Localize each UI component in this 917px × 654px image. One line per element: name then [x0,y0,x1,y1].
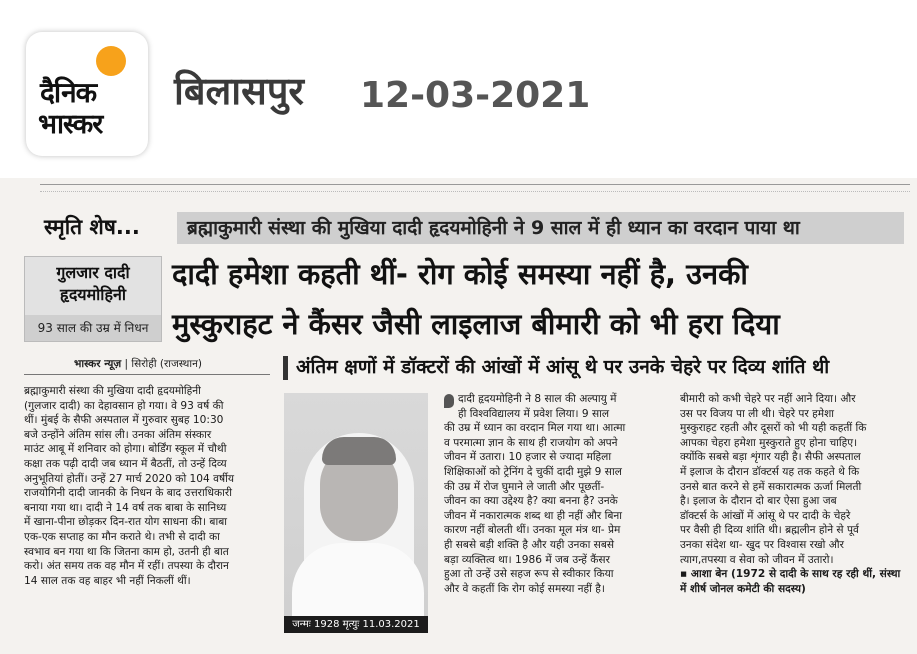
headline-line-1: दादी हमेशा कहती थीं- रोग कोई समस्या नहीं है, उनकी [172,257,748,291]
article-line: ब्रह्माकुमारी संस्था की मुखिया दादी हृदयमोहिनी [24,385,201,397]
article-line: 14 साल तक वह बाहर भी नहीं निकलीं थीं। [24,574,191,587]
article-line: ही विश्वविद्यालय में प्रवेश लिया। 9 साल [458,407,610,420]
dainik-bhaskar-logo [26,32,148,156]
photo-caption: जन्मः 1928 मृत्युः 11.03.2021 [284,616,428,633]
article-line: माउंट आबू में शनिवार को होगा। बोर्डिंग स्कूल में चौथी [24,443,227,456]
article-line: हुआ तो उन्हें उसे सहज रूप से स्वीकार किया [444,568,614,581]
article-line: में इलाज के दौरान डॉक्टर्स यह तक कहते थे कि [680,465,860,478]
byline-rule [24,374,270,375]
age-note: 93 साल की उम्र में निधन [25,315,161,341]
sun-logo-icon [96,46,126,76]
article-column-1 [24,384,272,588]
article-line: में खाना-पीना छोड़कर दिन-रात योग साधना की। बाबा [24,516,228,529]
article-line: मुस्कुराहट रहती और दूसरों को भी यही कहतीं कि [680,422,867,435]
article-line: स्वभाव बन गया था कि जितना काम हो, उतनी ही बात [24,545,229,558]
name-box [24,256,162,342]
byline-source: भास्कर न्यूज़ [74,358,122,370]
article-line: शिक्षिकाओं को ट्रेनिंग दे चुकीं दादी मुझे 9 साल [444,465,622,478]
article-column-3 [444,392,662,596]
banner-text: ब्रह्माकुमारी संस्था की मुखिया दादी हृदयमोहिनी ने 9 साल में ही ध्यान का वरदान पाया था [187,217,800,239]
subheadline: अंतिम क्षणों में डॉक्टरों की आंखों में आंसू थे पर उनके चेहरे पर दिव्य शांति थी [296,356,830,378]
article-line: ▪ आशा बेन (1972 से दादी के साथ रह रही थीं, संस्था [680,568,901,581]
article-line: में शीर्ष जोनल कमेटी की सदस्य) [680,582,806,595]
article-line: की उम्र में ध्यान का वरदान मिल गया था। आत्मा [444,422,626,435]
article-line: दादी हृदयमोहिनी ने 8 साल की अल्पायु में [458,393,617,405]
article-line: उस पर विजय पा ली थी। चेहरे पर हमेशा [680,407,835,420]
article-line: बजे उन्होंने अंतिम सांस ली। उनका अंतिम संस्कार [24,428,212,441]
article-line: जीवन में उतारा। 10 हजार से ज्यादा महिला [444,451,612,464]
byline-place: सिरोही (राजस्थान) [131,358,202,370]
article-line: है। इलाज के दौरान दो बार ऐसा हुआ जब [680,495,837,508]
article-line: थीं। मुंबई के सैफी अस्पताल में गुरुवार सुबह 10:30 [24,414,224,427]
article-line: अनुभूतियां होतीं। उन्हें 27 मार्च 2020 को 104 वर्षीय [24,472,235,485]
top-banner [177,212,904,244]
article-line: जीवन में नकारात्मक शब्द था ही नहीं और बिना [444,509,623,522]
subheadline-marker [283,356,288,380]
kicker: स्मृति शेष... [44,215,140,239]
article-line: (गुलजार दादी) का देहावसान हो गया। वे 93 वर्ष की [24,399,224,412]
article-line: कारण नहीं बोलती थीं। उनका मूल मंत्र था- प्रेम [444,524,621,537]
article-line: उनका संदेश था- खुद पर विश्वास रखो और [680,538,844,551]
article-line: राजयोगिनी दादी जानकी के निधन के बाद उत्तराधिकारी [24,487,232,500]
article-line: डॉक्टर्स के आंखों में आंसू थे पर दादी के चेहरे [680,509,851,522]
article-line: बीमारी को कभी चेहरे पर नहीं आने दिया। और [680,393,856,405]
name-line-1: गुलजार दादी [56,263,130,282]
article-line: बड़ा व्यक्तित्व था। 1986 में जब उन्हें कैंसर [444,553,610,566]
edition-date: 12-03-2021 [360,75,591,116]
article-line: एक-एक सप्ताह का मौन कराते थे। तभी से दादी का [24,530,220,543]
article-line: जीवन का क्या उद्देश्य है? क्या बनना है? उनके [444,495,618,508]
article-line: व परमात्मा ज्ञान के साथ ही राजयोग को अपने [444,436,618,449]
article-line: त्याग,तपस्या व सेवा को जीवन में उतारो। [680,553,834,566]
article-line: पर वैसी ही दिव्य शांति थी। ब्रह्मलीन होने से पूर्व [680,524,859,537]
article-line: और वे कहतीं कि रोग कोई समस्या नहीं है। [444,582,605,595]
byline: भास्कर न्यूज़ | सिरोही (राजस्थान) [74,358,202,370]
article-line: कक्षा तक पढ़ी दादी जब ध्यान में बैठतीं, तो उन्हें दिव्य [24,457,227,470]
logo-line-2: भास्कर [38,109,103,140]
edition-city: बिलासपुर [174,69,304,113]
article-column-4 [680,392,902,596]
article-line: करो। अंत समय तक वह मौन में रहीं। तपस्या के दौरान [24,560,229,573]
headline-line-2: मुस्कुराहट ने कैंसर जैसी लाइलाज बीमारी को भी हरा दिया [172,307,780,341]
article-line: ही सबसे बड़ी शक्ति है और यही उनका सबसे [444,538,615,551]
logo-line-1: दैनिक [40,76,97,109]
top-divider [40,184,910,192]
article-line: उनसे बात करने से हमें सकारात्मक ऊर्जा मिलती [680,480,862,493]
photo-hair [322,437,396,465]
article-line: आपका चेहरा हमेशा मुस्कुराते हुए होना चाहिए। [680,436,858,449]
name-line-2: हृदयमोहिनी [60,285,126,304]
article-line: की उम्र में रोज घुमाने ले जाती और पूछतीं- [444,480,605,493]
article-line: क्योंकि सबसे बड़ा शृंगार यही है। सैफी अस्पताल [680,451,861,464]
article-line: बनाया गया था। दादी ने 14 वर्ष तक बाबा के सानिध्य [24,501,227,514]
portrait-photo [284,393,428,633]
